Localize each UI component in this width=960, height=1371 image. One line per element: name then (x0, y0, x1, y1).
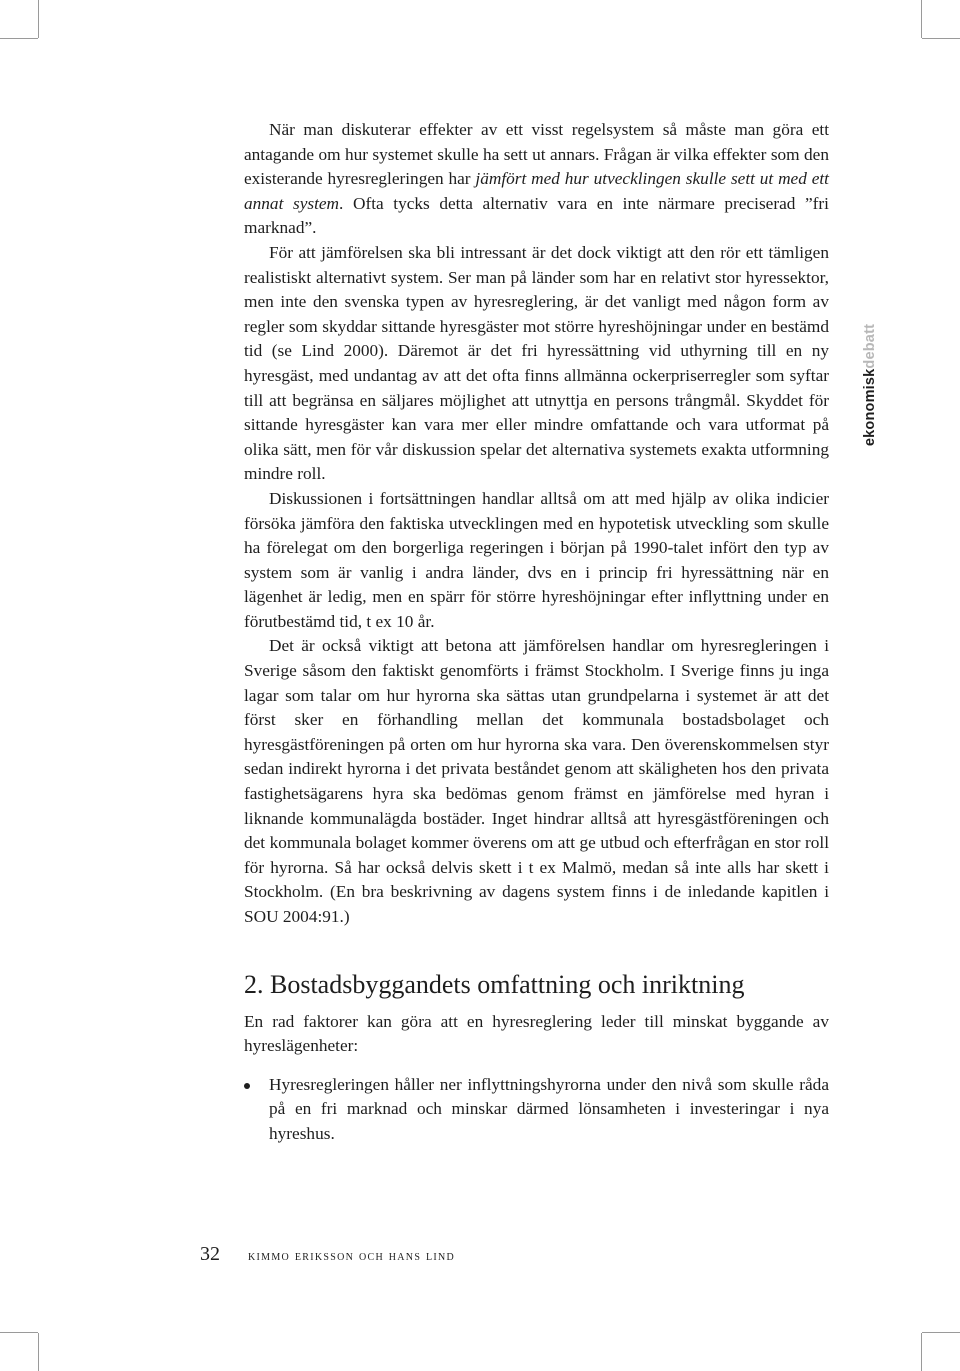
list-item-text: Hyresregleringen håller ner inflyttningshyrorna under den nivå som skulle råda på en fri marknad och minskar därmed lönsamheten i investeringar i nya hyreshus. (269, 1074, 829, 1143)
paragraph-1 (244, 118, 829, 241)
bullet-list (244, 1073, 829, 1147)
running-footer-authors: kimmo eriksson och hans lind (248, 1249, 456, 1264)
paragraph-2: För att jämförelsen ska bli intressant är det dock viktigt att den rör ett tämligen realistiskt alternativt system. Ser man på länder som har en relativt stor hyressektor, men inte den svenska typen av hyresreglering, är det vanligt med någon form av regler som skyddar sittande hyresgäster mot större hyreshöjningar under en bestämd tid (se Lind 2000). Däremot är det fri hyressättning vid uthyrning till en ny hyresgäst, med undantag av att det ofta finns allmänna ockerpriserregler som syftar till att begränsa en säljares möjlighet att utnyttja en persons trångmål. Skyddet för sittande hyresgäster kan vara mer eller mindre omfattande och vara utformat på olika sätt, men för vår diskussion spelar det alternativa systemets exakta utformning mindre roll. (244, 242, 829, 484)
paragraph-4: Det är också viktigt att betona att jämförelsen handlar om hyresregleringen i Sverige såsom den faktiskt genomförts i främst Stockholm. I Sverige finns ju inga lagar som talar om hur hyrorna ska sättas utan grundpelarna i systemet är att det först sker en förhandling mellan det kommunala bostadsbolaget och hyresgästföreningen på orten om hur hyrorna ska vara. Den överenskommelsen styr sedan indirekt hyrorna i det privata beståndet genom att skäligheten hos den privata fastighetsägarens hyra ska bedömas genom främst en jämförelse med hyran i liknande kommunalägda bostäder. Inget hindrar alltså att hyresgästföreningen och det kommunala bolaget kommer överens om att ge utbud och efterfrågan en stor roll för hyrorna. Så har också delvis skett i t ex Malmö, medan så inte alls har skett i Stockholm. (En bra beskrivning av dagens system finns i de inledande kapitlen i SOU 2004:91.) (244, 636, 829, 926)
crop-mark-top-left-h (0, 38, 38, 39)
section-intro: En rad faktorer kan göra att en hyresreglering leder till minskat byggande av hyreslägenheter: (244, 1011, 829, 1056)
journal-logo-part-a: ekonomisk (862, 368, 878, 447)
list-item (244, 1073, 829, 1147)
crop-mark-top-right-h (922, 38, 960, 39)
crop-mark-bottom-right-v (921, 1333, 922, 1371)
journal-side-label (855, 315, 885, 455)
journal-logo-part-b: debatt (862, 323, 878, 369)
paragraph-1-text-b: . Ofta tycks detta alternativ vara en inte närmare preciserad ”fri marknad”. (244, 193, 829, 238)
crop-mark-top-left-v (38, 0, 39, 38)
journal-logo (862, 324, 878, 446)
paragraph-1-emphasis: jämfört med hur utvecklingen skulle sett ut med ett annat system (244, 169, 829, 213)
paragraph-3: Diskussionen i fortsättningen handlar alltså om att med hjälp av olika indicier försöka jämföra den faktiska utvecklingen med en hypotetisk utveckling som skulle ha förelegat om den borgerliga regeringen i början på 1990-talet infört den typ av system som är vanlig i andra länder, dvs en i princip fri hyressättning när en lägenhet är ledig, men en spärr för större hyreshöjningar efter inflyttning under en förutbestämd tid, t ex 10 år. (244, 488, 829, 631)
section-heading: 2. Bostadsbyggandets omfattning och inriktning (244, 969, 745, 999)
crop-mark-bottom-left-h (0, 1332, 38, 1333)
crop-mark-top-right-v (921, 0, 922, 38)
page-footer (200, 1243, 455, 1266)
crop-mark-bottom-left-v (38, 1333, 39, 1371)
crop-mark-bottom-right-h (922, 1332, 960, 1333)
body-text-column (244, 118, 829, 1147)
page-number: 32 (200, 1243, 220, 1265)
paragraph-1-text-a: När man diskuterar effekter av ett visst regelsystem så måste man göra ett antagande om hur systemet skulle ha sett ut annars. Frågan är vilka effekter som den existerande hyresregleringen har (244, 120, 829, 189)
bullet-icon (244, 1083, 250, 1089)
